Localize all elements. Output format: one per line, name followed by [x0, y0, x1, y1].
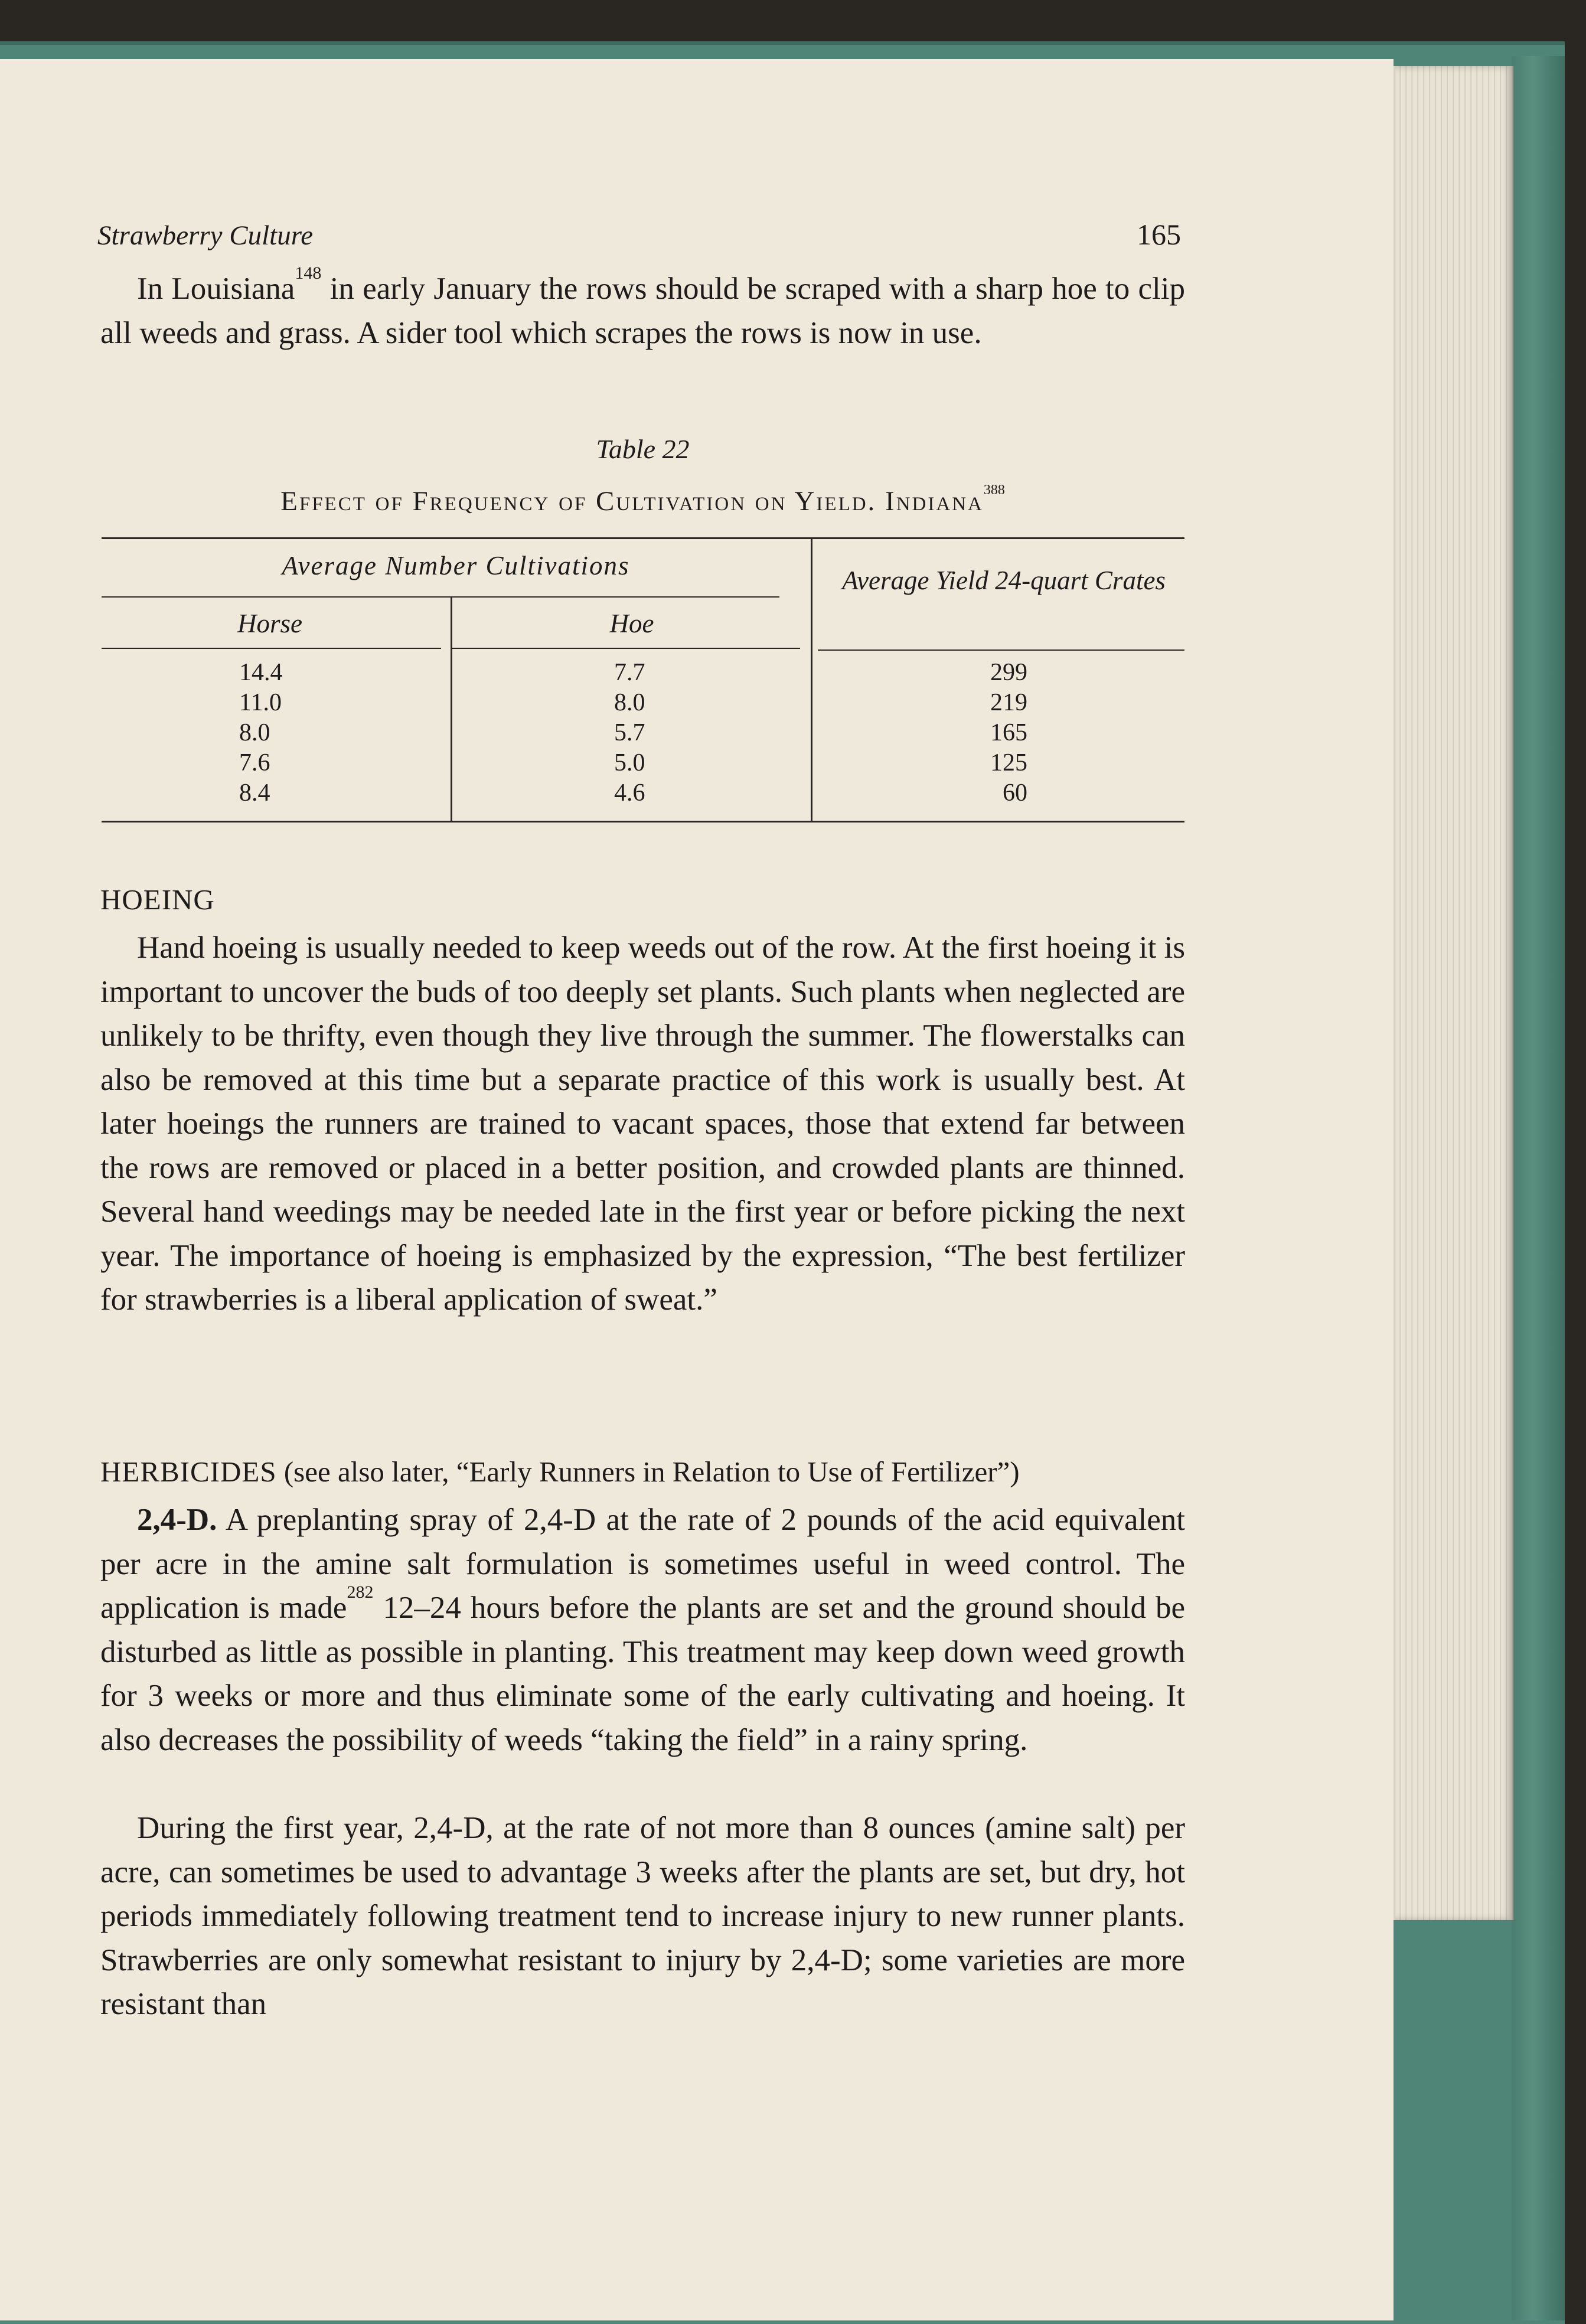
hoeing-heading: HOEING	[100, 883, 215, 916]
yield-header-rule	[818, 649, 1184, 651]
running-head: Strawberry Culture	[97, 220, 314, 251]
table-cell-hoe: 5.0	[614, 749, 645, 776]
table-cell-yield: 219	[990, 689, 1027, 716]
divider-hoe-yield	[811, 538, 812, 821]
hoe-header-rule	[452, 648, 800, 649]
hoe-column	[614, 658, 673, 808]
herbicides-paragraph-2: During the first year, 2,4-D, at the rate of not more than 8 ounces (amine salt) per acre, can sometimes be used to advantage 3 weeks after the plants are set, but dry, hot periods immediately following treatment tend to increase injury to new runner plants. Strawberries are only somewhat resistant to injury by 2,4-D; some varieties are more resistant than	[100, 1811, 1185, 2021]
table-cell-yield: 125	[990, 749, 1027, 776]
cover-edge	[1512, 56, 1565, 2320]
table-cell-hoe: 4.6	[614, 779, 645, 807]
group-header: Average Number Cultivations	[282, 551, 630, 580]
table-cell-horse: 8.0	[239, 719, 270, 746]
divider-horse-hoe	[451, 598, 452, 821]
hoeing-paragraph: Hand hoeing is usually needed to keep weeds out of the row. At the first hoeing it is important to uncover the buds of too deeply set plants. Such plants when neglected are unlikely to be thrifty, even though they live through the summer. The flowerstalks can also be removed at this time but a separate practice of this work is usually best. At later hoeings the runners are trained to vacant spaces, those that extend far between the rows are removed or placed in a better position, and crowded plants are thinned. Several hand weedings may be needed late in the first year or before picking the next year. The importance of hoeing is emphasized by the expression, “The best fertilizer for strawberries is a liberal application of sweat.”	[100, 931, 1185, 1317]
table-caption: Effect of Frequency of Cultivation on Yield. Indiana$^{388}$	[280, 482, 1005, 517]
table-cell-horse: 14.4	[239, 659, 283, 686]
table-cell-horse: 11.0	[239, 689, 282, 716]
group-header-rule	[102, 596, 779, 598]
horse-header-rule	[102, 648, 441, 649]
table-bottom-rule	[102, 821, 1184, 822]
page-edges	[1394, 66, 1513, 1920]
table-cell-hoe: 8.0	[614, 689, 645, 716]
table-top-rule	[102, 537, 1184, 539]
herbicides-paragraph-1: 2,4-D. A preplanting spray of 2,4-D at the rate of 2 pounds of the acid equivalent per acre in the amine salt formulation is sometimes useful in weed control. The application is made$^{282}$ 12–24 hours before the plants are set and the ground should be disturbed as little as possible in planting. This treatment may keep down weed growth for 3 weeks or more and thus eliminate some of the early cultivating and hoeing. It also decreases the possibility of weeds “taking the field” in a rainy spring.	[100, 1503, 1185, 1757]
table-cell-yield: 299	[990, 659, 1027, 686]
horse-column	[239, 658, 298, 808]
page-number: 165	[1137, 218, 1181, 251]
table-cell-horse: 7.6	[239, 749, 270, 776]
col-header-hoe: Hoe	[609, 609, 654, 638]
table-cell-horse: 8.4	[239, 779, 270, 807]
intro-paragraph: In Louisiana$^{148}$ in early January the rows should be scraped with a sharp hoe to clip all weeds and grass. A sider tool which scrapes the rows is now in use.	[100, 263, 1185, 350]
table-cell-yield: 165	[990, 719, 1027, 746]
herbicides-heading-line: HERBICIDES (see also later, “Early Runners in Relation to Use of Fertilizer”)	[100, 1455, 1020, 1488]
col-header-yield: Average Yield 24-quart Crates	[842, 566, 1166, 595]
yield-column	[980, 658, 1027, 808]
col-header-horse: Horse	[237, 609, 302, 638]
table-label: Table 22	[596, 434, 690, 464]
table-cell-hoe: 5.7	[614, 719, 645, 746]
table-cell-hoe: 7.7	[614, 659, 645, 686]
table-cell-yield: 60	[1003, 779, 1027, 807]
